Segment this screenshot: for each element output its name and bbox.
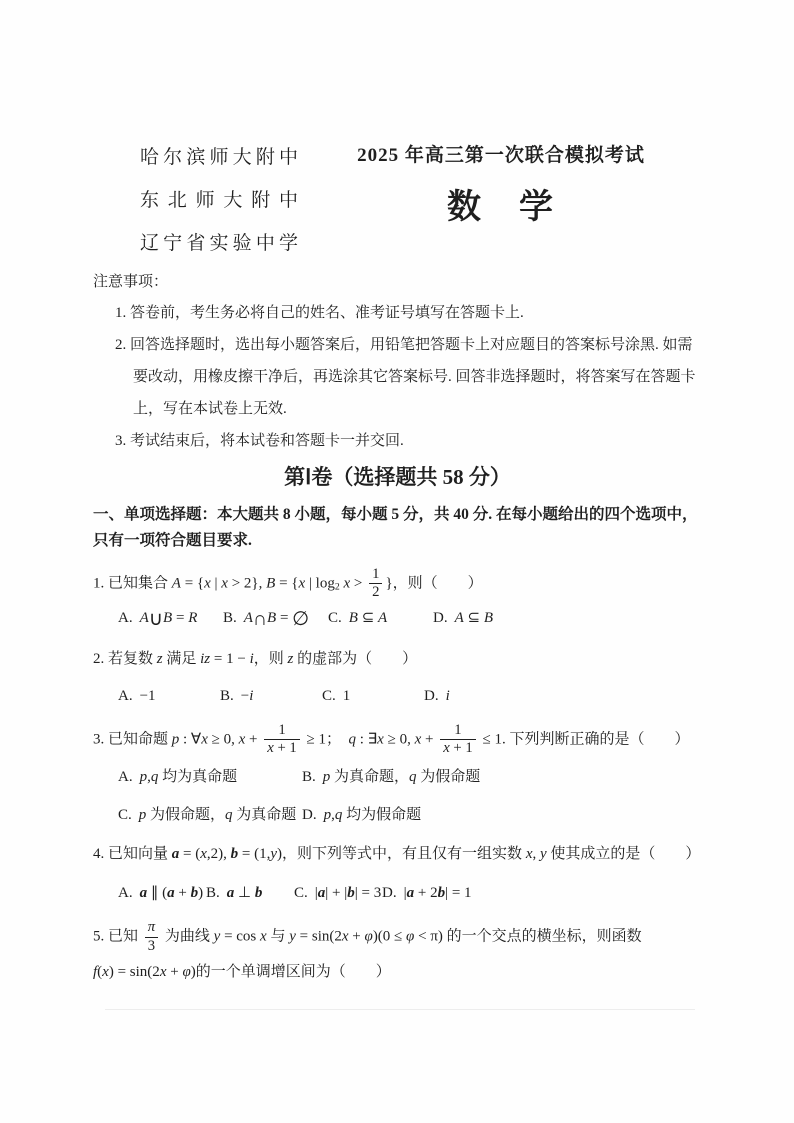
question-2-option-d	[424, 684, 450, 708]
option-formula: A∩B = ∅	[243, 608, 310, 630]
question-5-stem-line-2: f(x) = sin(2x + φ)的一个单调增区间为（ ）	[93, 964, 391, 981]
question-2-options	[118, 684, 702, 708]
option-formula: A ⊆ B	[454, 609, 494, 626]
question-4-option-b	[206, 881, 294, 905]
option-formula: a ∥ (a + b)	[139, 885, 204, 902]
notice-item-3: 3. 考试结束后，将本试卷和答题卡一并交回.	[115, 433, 404, 449]
question-4-stem: 4. 已知向量 a = (x,2), b = (1,y)，则下列等式中，有且仅有一组实数 x, y 使其成立的是（ ）	[93, 846, 701, 863]
question-1-option-b	[223, 606, 328, 630]
question-3-option-c	[118, 803, 302, 827]
question-4-option-d	[382, 881, 472, 905]
question-1-option-a	[118, 606, 223, 630]
question-2-option-c	[322, 684, 424, 708]
subject-title: 数 学	[447, 189, 555, 226]
question-4-options	[118, 881, 702, 905]
question-4	[93, 841, 702, 905]
option-label: D.	[382, 885, 397, 902]
option-label: C.	[294, 885, 308, 902]
question-4-option-a	[118, 881, 206, 905]
option-label: B.	[206, 885, 220, 902]
question-4-option-c	[294, 881, 382, 905]
option-formula: −i	[240, 687, 254, 704]
option-formula: B ⊆ A	[348, 609, 388, 626]
school-name-3: 辽宁省实验中学	[140, 233, 298, 254]
school-name-1: 哈尔滨师大附中	[140, 147, 298, 168]
notice-heading: 注意事项：	[93, 274, 169, 290]
question-5-stem-line-1: 5. 已知 $\frac{\pi}{3}$ 为曲线 y = cos x 与 y = sin(2x + φ)(0 ≤ φ < π) 的一个交点的横坐标，则函数	[93, 919, 642, 954]
title-block	[300, 136, 702, 228]
option-formula: |a + 2b| = 1	[403, 885, 472, 902]
school-name-2: 东北师大附中	[140, 190, 298, 211]
exam-title: 2025 年高三第一次联合模拟考试	[357, 145, 645, 166]
question-3-option-b	[302, 765, 702, 789]
question-3-options	[118, 765, 702, 827]
option-label: C.	[118, 807, 132, 824]
option-label: A.	[118, 885, 133, 902]
option-label: A.	[118, 609, 133, 626]
question-3-option-a	[118, 765, 302, 789]
notice-section	[93, 267, 702, 457]
option-formula: i	[445, 687, 450, 704]
notice-item-1: 1. 答卷前，考生务必将自己的姓名、准考证号填写在答题卡上.	[115, 305, 524, 321]
question-2	[93, 646, 702, 708]
question-2-option-a	[118, 684, 220, 708]
question-2-stem: 2. 若复数 z 满足 iz = 1 − i，则 z 的虚部为（ ）	[93, 650, 418, 667]
part1-instructions: 一、单项选择题：本大题共 8 小题，每小题 5 分，共 40 分. 在每小题给出的四个选项中，只有一项符合题目要求.	[93, 506, 698, 549]
paper-header	[93, 136, 702, 265]
option-text: p,q 均为假命题	[323, 807, 422, 824]
option-text: p 为假命题，q 为真命题	[138, 807, 297, 824]
option-formula: |a| + |b| = 3	[314, 885, 382, 902]
option-text: p,q 均为真命题	[139, 769, 238, 786]
part1-title: 第Ⅰ卷（选择题共 58 分）	[284, 465, 511, 489]
school-names	[140, 136, 300, 265]
option-label: D.	[302, 807, 317, 824]
option-label: B.	[223, 609, 237, 626]
option-label: B.	[220, 687, 234, 704]
question-2-option-b	[220, 684, 322, 708]
question-3-option-d	[302, 803, 702, 827]
question-1-option-d	[433, 606, 493, 630]
question-1-stem: 1. 已知集合 A = {x | x > 2}, B = {x | log2 x > $\frac{1}{2}$ }，则（ ）	[93, 566, 483, 601]
option-label: D.	[433, 609, 448, 626]
option-label: C.	[322, 687, 336, 704]
notice-item-2: 2. 回答选择题时，选出每小题答案后，用铅笔把答题卡上对应题目的答案标号涂黑. 如需要改动，用橡皮擦干净后，再选涂其它答案标号. 回答非选择题时，将答案写在答题卡上，写在本试卷上无效.	[115, 337, 696, 417]
scan-artifact-divider	[105, 1009, 695, 1010]
option-formula: −1	[139, 687, 156, 704]
option-formula: 1	[342, 687, 351, 704]
question-1-option-c	[328, 606, 433, 630]
question-5	[93, 919, 702, 985]
question-1-options	[118, 606, 702, 630]
option-text: p 为真命题，q 为假命题	[322, 769, 481, 786]
option-label: C.	[328, 609, 342, 626]
option-label: B.	[302, 769, 316, 786]
option-formula: a ⊥ b	[226, 885, 263, 902]
option-label: A.	[118, 687, 133, 704]
question-3	[93, 722, 702, 828]
option-label: D.	[424, 687, 439, 704]
question-3-stem: 3. 已知命题 p : ∀x ≥ 0, x + $\frac{1}{x + 1}$ ≥ 1； q : ∃x ≥ 0, x + $\frac{1}{x + 1}$ ≤ 1. 下列判断正确的是（ ）	[93, 721, 690, 757]
question-1	[93, 566, 702, 630]
option-label: A.	[118, 769, 133, 786]
option-formula: A∪B = R	[139, 608, 198, 630]
